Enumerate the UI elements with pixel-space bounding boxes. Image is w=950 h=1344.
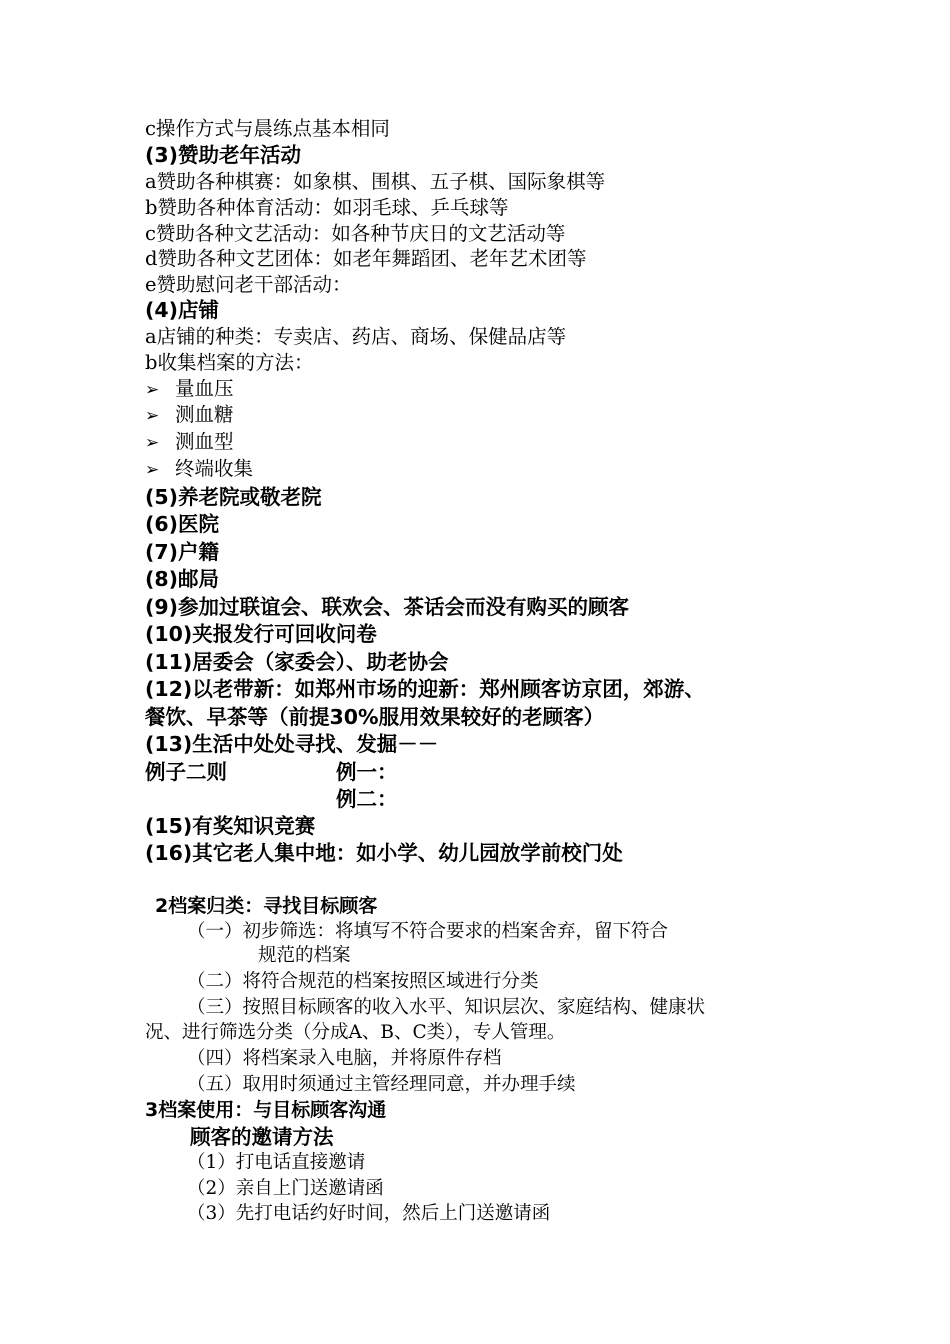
text-line: （五）取用时须通过主管经理同意，并办理手续 xyxy=(187,1074,576,1095)
text-line: a店铺的种类：专卖店、药店、商场、保健品店等 xyxy=(145,325,567,348)
arrowhead-bullet-icon: ➢ xyxy=(145,460,160,480)
text-line: （三）按照目标顾客的收入水平、知识层次、家庭结构、健康状 xyxy=(187,997,706,1018)
chapter-heading: 2档案归类：寻找目标顾客 xyxy=(155,895,378,917)
list-item-text: 终端收集 xyxy=(175,457,254,480)
list-item xyxy=(145,379,234,399)
text-line: e赞助慰问老干部活动： xyxy=(145,273,352,296)
arrowhead-bullet-icon: ➢ xyxy=(145,380,160,400)
text-line: b收集档案的方法： xyxy=(145,351,314,374)
text-line: （3）先打电话约好时间，然后上门送邀请函 xyxy=(187,1203,551,1224)
text-line: （2）亲自上门送邀请函 xyxy=(187,1178,384,1199)
chapter-heading: 3档案使用：与目标顾客沟通 xyxy=(145,1099,387,1121)
section-heading: (15)有奖知识竞赛 xyxy=(145,814,316,838)
text-line: c赞助各种文艺活动：如各种节庆日的文艺活动等 xyxy=(145,222,566,245)
section-heading: (9)参加过联谊会、联欢会、茶话会而没有购买的顾客 xyxy=(145,595,630,619)
section-heading: (6)医院 xyxy=(145,512,220,536)
arrowhead-bullet-icon: ➢ xyxy=(145,406,160,426)
section-heading-continued: 餐饮、早茶等（前提30%服用效果较好的老顾客） xyxy=(145,705,605,729)
list-item xyxy=(145,405,234,425)
section-heading: (10)夹报发行可回收问卷 xyxy=(145,622,377,646)
section-heading: (16)其它老人集中地：如小学、幼儿园放学前校门处 xyxy=(145,841,623,865)
list-item-text: 量血压 xyxy=(175,377,234,400)
example-one-label: 例一： xyxy=(336,760,398,784)
section-heading: (5)养老院或敬老院 xyxy=(145,485,322,509)
section-heading: (3)赞助老年活动 xyxy=(145,143,302,167)
list-item xyxy=(145,459,253,479)
examples-label: 例子二则 xyxy=(145,760,227,784)
list-item-text: 测血糖 xyxy=(175,403,234,426)
text-line: （1）打电话直接邀请 xyxy=(187,1152,366,1173)
text-line: （四）将档案录入电脑，并将原件存档 xyxy=(187,1048,502,1069)
section-heading: (4)店铺 xyxy=(145,298,220,322)
arrowhead-bullet-icon: ➢ xyxy=(145,433,160,453)
text-line: a赞助各种棋赛：如象棋、围棋、五子棋、国际象棋等 xyxy=(145,170,606,193)
text-line: c操作方式与晨练点基本相同 xyxy=(145,117,390,140)
section-heading: (11)居委会（家委会）、助老协会 xyxy=(145,650,449,674)
example-two-label: 例二： xyxy=(336,787,398,811)
text-line: （一）初步筛选：将填写不符合要求的档案舍弃，留下符合 xyxy=(187,921,669,942)
text-line: （二）将符合规范的档案按照区域进行分类 xyxy=(187,971,539,992)
section-heading: (13)生活中处处寻找、发掘－－ xyxy=(145,732,439,756)
list-item-text: 测血型 xyxy=(175,430,234,453)
text-line-continued: 规范的档案 xyxy=(258,945,351,966)
sub-heading: 顾客的邀请方法 xyxy=(190,1125,334,1149)
text-line: b赞助各种体育活动：如羽毛球、乒乓球等 xyxy=(145,196,509,219)
list-item xyxy=(145,432,234,452)
section-heading: (12)以老带新：如郑州市场的迎新：郑州顾客访京团，郊游、 xyxy=(145,677,705,701)
text-line-continued: 况、进行筛选分类（分成A、B、C类），专人管理。 xyxy=(145,1022,566,1043)
section-heading: (8)邮局 xyxy=(145,567,220,591)
text-line: d赞助各种文艺团体：如老年舞蹈团、老年艺术团等 xyxy=(145,247,587,270)
section-heading: (7)户籍 xyxy=(145,540,220,564)
